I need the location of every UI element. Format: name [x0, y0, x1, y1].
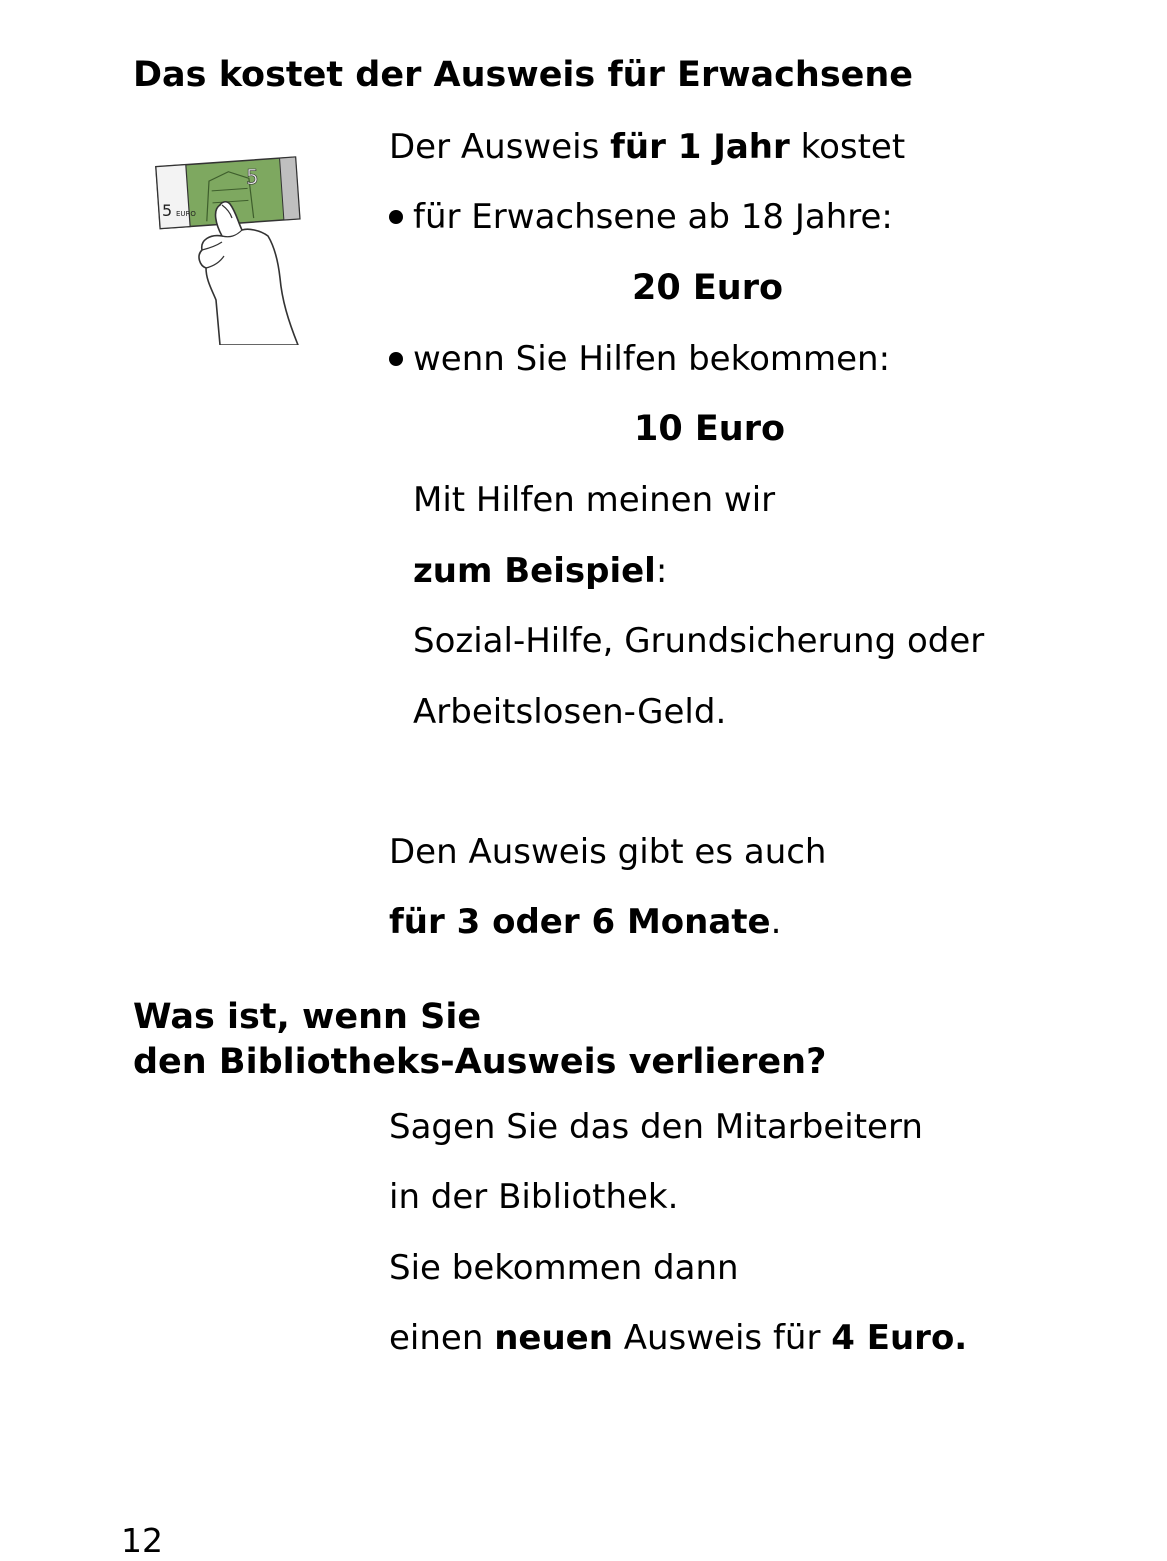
section-heading-lost-1: Was ist, wenn Sie: [133, 997, 482, 1037]
page-number: 12: [121, 1521, 163, 1560]
explain-line-3: Sozial-Hilfe, Grundsicherung oder: [413, 621, 985, 661]
bullet-icon: [389, 352, 403, 366]
intro-line: Der Ausweis für 1 Jahr kostet: [389, 127, 906, 167]
lost-line-1: Sagen Sie das den Mitarbeitern: [389, 1107, 923, 1147]
hand-holding-euro-note-icon: [150, 150, 305, 345]
section-heading-cost: Das kostet der Ausweis für Erwachsene: [133, 55, 914, 95]
lost-line-2: in der Bibliothek.: [389, 1177, 679, 1217]
note-value-small: 5: [162, 201, 173, 220]
note-currency-label: EURO: [176, 210, 196, 218]
also-line-2: für 3 oder 6 Monate.: [389, 902, 782, 942]
section-heading-lost-2: den Bibliotheks-Ausweis verlieren?: [133, 1042, 827, 1082]
explain-line-2: zum Beispiel:: [413, 551, 668, 591]
bullet-icon: [389, 210, 403, 224]
explain-line-4: Arbeitslosen-Geld.: [413, 692, 727, 732]
price-adults: 20 Euro: [632, 268, 784, 308]
also-line-1: Den Ausweis gibt es auch: [389, 832, 827, 872]
lost-line-3: Sie bekommen dann: [389, 1248, 739, 1288]
price-item-adults: für Erwachsene ab 18 Jahre:: [413, 197, 893, 237]
note-value-large: 5: [246, 165, 259, 189]
price-item-benefits: wenn Sie Hilfen bekommen:: [413, 339, 891, 379]
lost-line-4: einen neuen Ausweis für 4 Euro.: [389, 1318, 968, 1358]
explain-line-1: Mit Hilfen meinen wir: [413, 480, 776, 520]
price-benefits: 10 Euro: [634, 409, 786, 449]
